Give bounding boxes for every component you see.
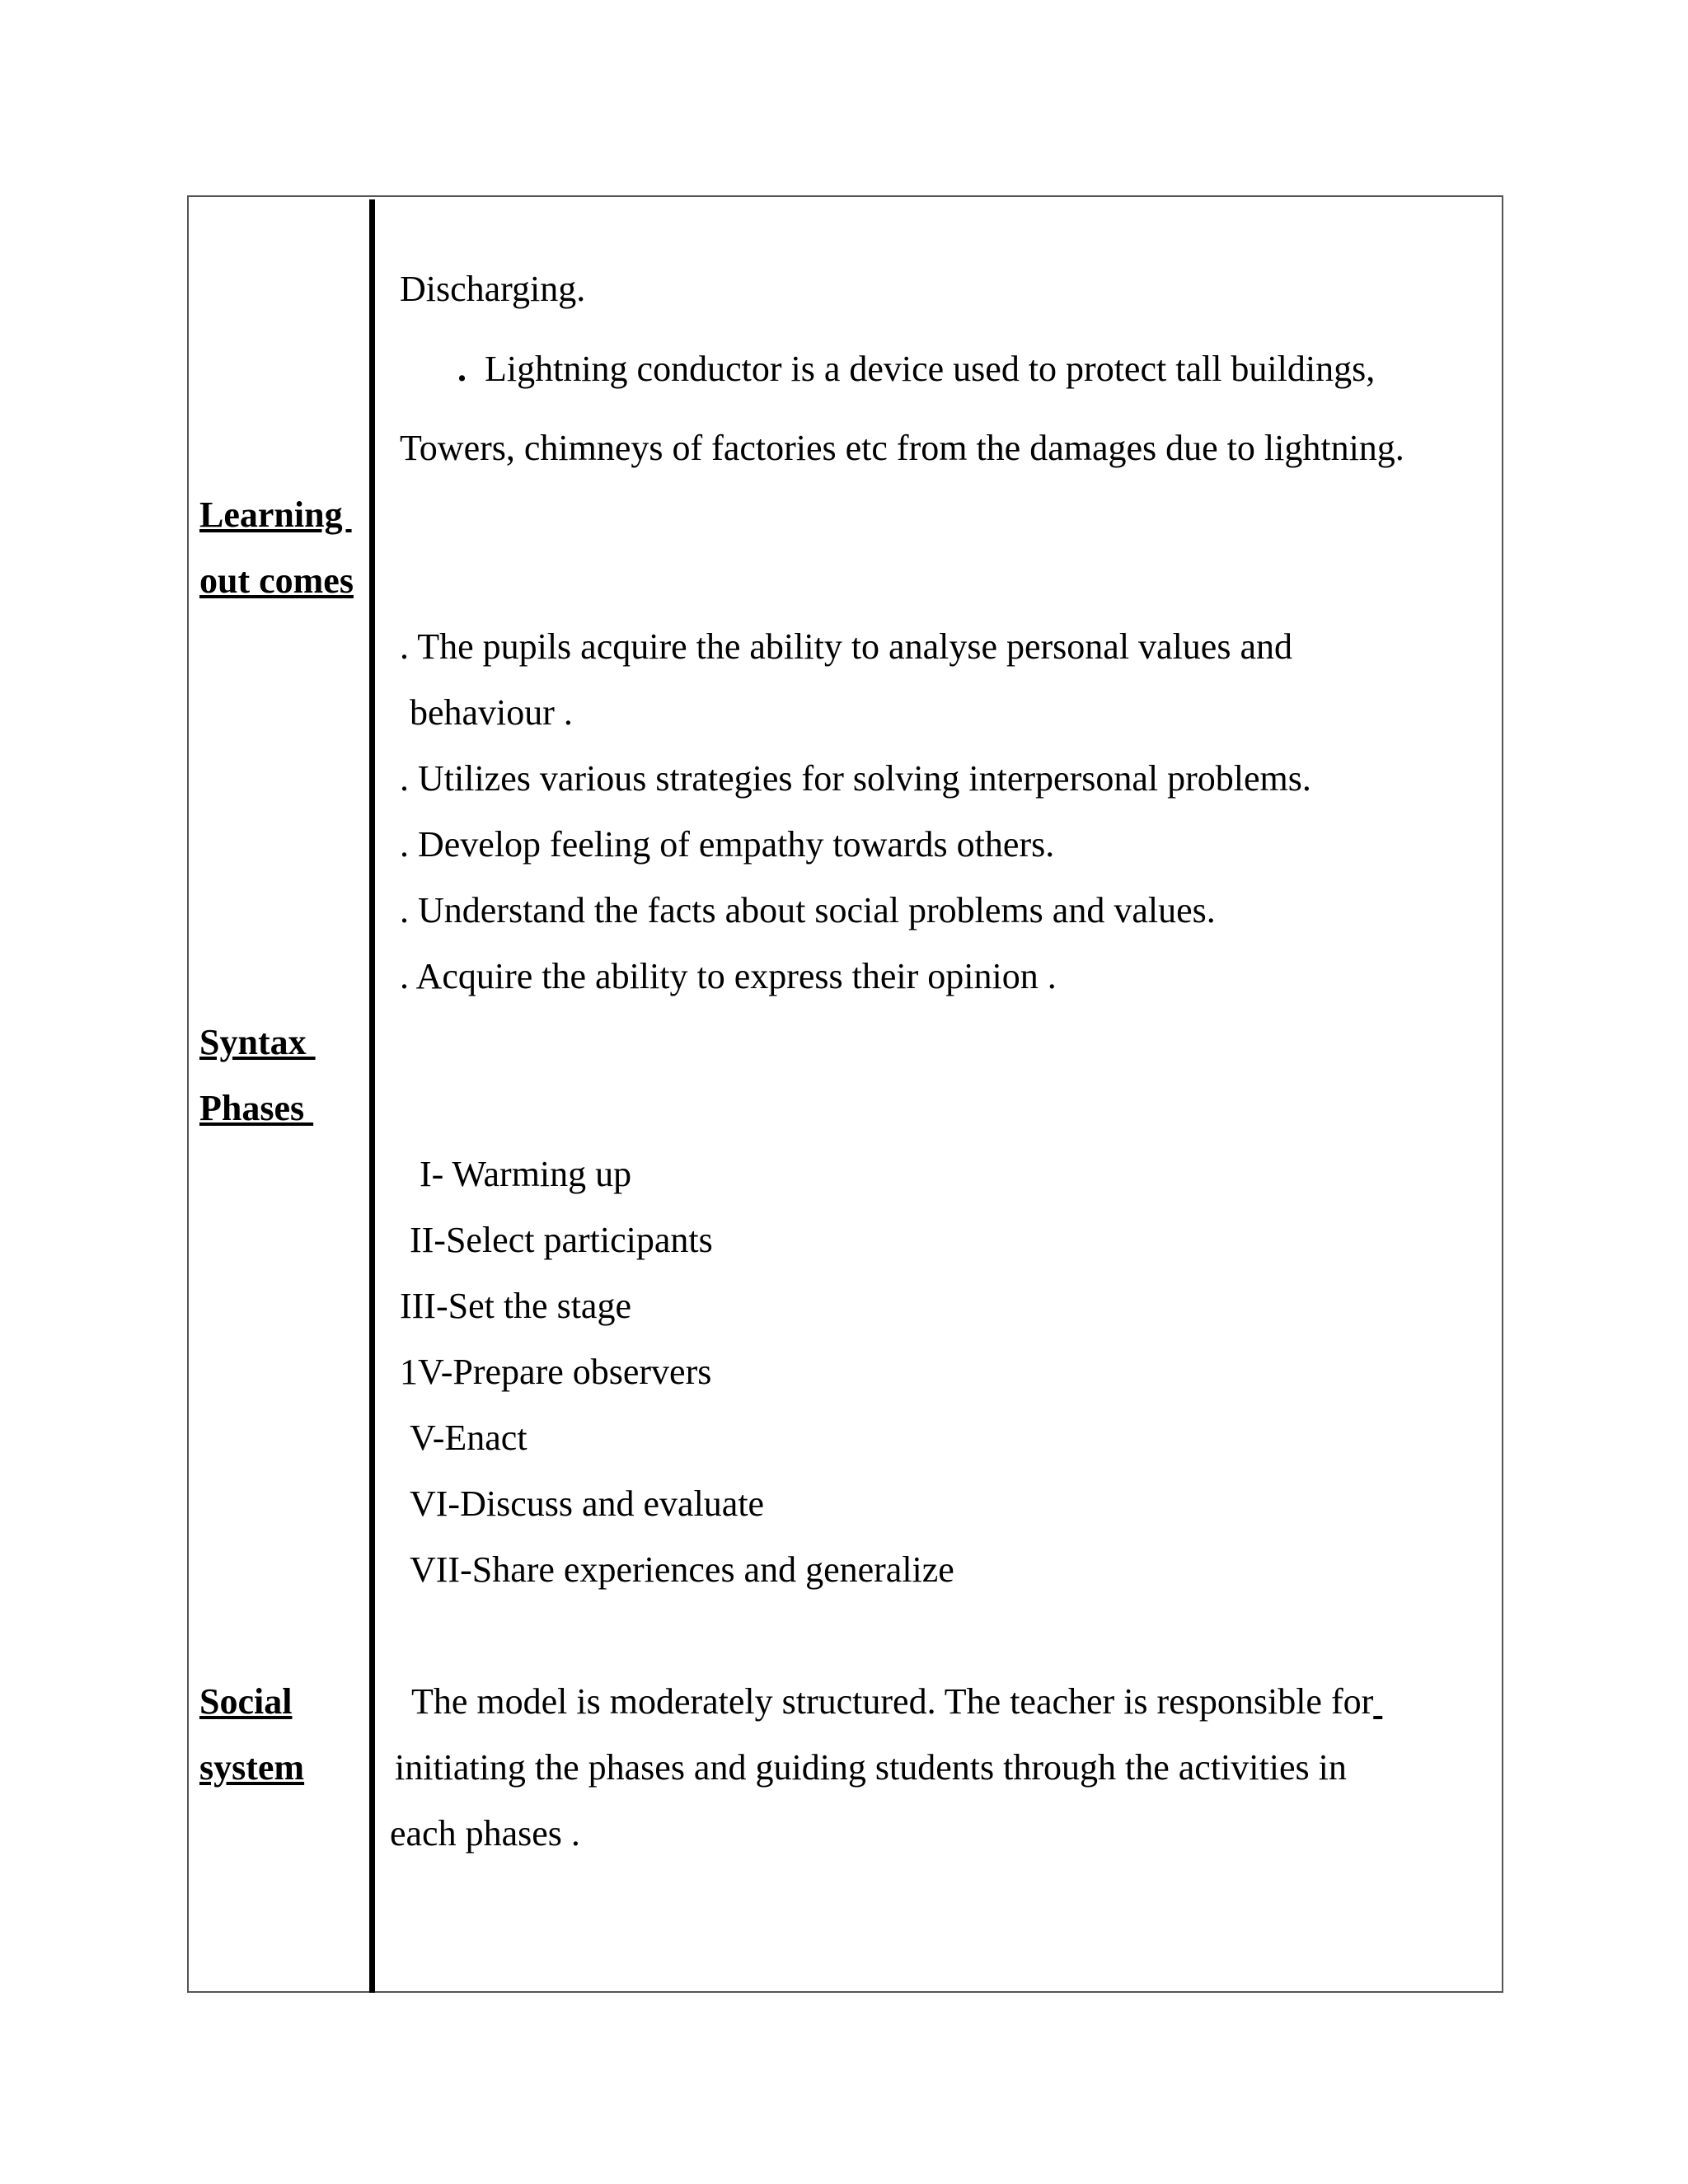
social-line-1-trail bbox=[1373, 1681, 1382, 1722]
outcome-line-6: . Acquire the ability to express their opinion . bbox=[400, 956, 1057, 996]
phase-item: V-Enact bbox=[410, 1418, 528, 1458]
phase-item: 1V-Prepare observers bbox=[400, 1352, 712, 1392]
phase-item: III-Set the stage bbox=[400, 1286, 631, 1326]
label-syntax-phases-line1: Syntax bbox=[199, 1022, 316, 1062]
intro-line-2-text: Lightning conductor is a device used to protect tall buildings, bbox=[485, 349, 1376, 389]
column-divider bbox=[369, 199, 375, 1993]
intro-line-2 bbox=[457, 351, 1375, 387]
label-syntax-phases-line2: Phases bbox=[199, 1088, 314, 1128]
social-line-1 bbox=[411, 1681, 1382, 1722]
outcome-line-1: . The pupils acquire the ability to analyse personal values and bbox=[400, 626, 1292, 667]
social-line-2: initiating the phases and guiding students through the activities in bbox=[395, 1747, 1347, 1788]
phase-item: VI-Discuss and evaluate bbox=[410, 1483, 765, 1524]
outcome-line-2: behaviour . bbox=[410, 692, 573, 733]
outcome-line-4: . Develop feeling of empathy towards others. bbox=[400, 824, 1055, 865]
bullet-dot: . bbox=[457, 349, 467, 389]
phase-item: VII-Share experiences and generalize bbox=[410, 1549, 954, 1590]
label-learning-outcomes-line1: Learning bbox=[199, 494, 352, 535]
intro-line-3: Towers, chimneys of factories etc from the damages due to lightning. bbox=[400, 428, 1404, 468]
label-social-system-line2: system bbox=[199, 1747, 305, 1788]
social-line-3: each phases . bbox=[390, 1813, 580, 1854]
intro-line-1: Discharging. bbox=[400, 269, 586, 309]
phase-item: I- Warming up bbox=[420, 1154, 632, 1194]
phase-item: II-Select participants bbox=[410, 1220, 713, 1260]
outcome-line-5: . Understand the facts about social problems and values. bbox=[400, 890, 1216, 930]
label-social-system-line1: Social bbox=[199, 1681, 293, 1722]
social-line-1-text: The model is moderately structured. The teacher is responsible for bbox=[411, 1681, 1374, 1722]
label-learning-outcomes-line2: out comes bbox=[199, 560, 354, 601]
outcome-line-3: . Utilizes various strategies for solving interpersonal problems. bbox=[400, 758, 1311, 799]
